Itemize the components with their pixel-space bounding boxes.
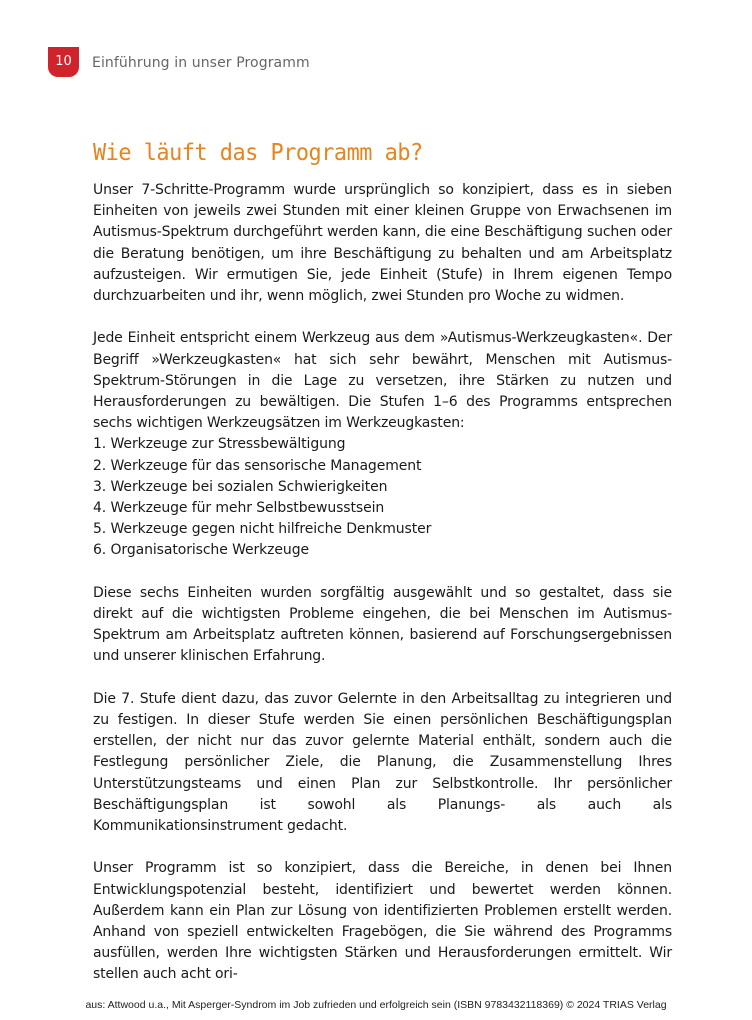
paragraph-2: Jede Einheit entspricht einem Werkzeug aus dem »Autismus-Werkzeugkasten«. Der Begriff »Werkzeugkasten« hat sich sehr bewährt, Menschen mit Autismus-Spektrum-Störungen in die Lage zu versetzen, ihre Stärken zu nutzen und Herausforderungen zu bewältigen. Die Stufen 1–6 des Programms entsprechen sechs wichtigen Werkzeugsätzen im Werkzeugkasten: <box>93 330 672 432</box>
paragraph-3: Diese sechs Einheiten wurden sorgfältig ausgewählt und so gestaltet, dass sie direkt auf die wichtigsten Probleme eingehen, die bei Menschen im Autismus-Spektrum am Arbeitsplatz auftreten können, basierend auf Forschungsergebnissen und unserer klinischen Erfahrung. <box>93 584 672 665</box>
list-item: 6. Organisatorische Werkzeuge <box>93 542 310 559</box>
paragraph-5: Unser Programm ist so konzipiert, dass die Bereiche, in denen bei Ihnen Entwicklungspotenzial besteht, identifiziert und bewertet werden können. Außerdem kann ein Plan zur Lösung von identifizierten Problemen erstellt werden. Anhand von speziell entwickelten Fragebögen, die Sie während des Programms ausfüllen, werden Ihre wichtigsten Stärken und Herausforderungen ermittelt. Wir stellen auch acht ori- <box>93 860 672 983</box>
paragraph-1: Unser 7-Schritte-Programm wurde ursprünglich so konzipiert, dass es in sieben Einheiten von jeweils zwei Stunden mit einer kleinen Gruppe von Erwachsenen im Autismus-Spektrum durchgeführt werden kann, die eine Beschäftigung suchen oder die Beratung benötigen, um ihre Beschäftigung zu behalten und am Arbeitsplatz aufzusteigen. Wir ermutigen Sie, jede Einheit (Stufe) in Ihrem eigenen Tempo durchzuarbeiten und ihr, wenn möglich, zwei Stunden pro Woche zu widmen. <box>93 182 672 305</box>
footer-citation: aus: Attwood u.a., Mit Asperger-Syndrom im Job zufrieden und erfolgreich sein (ISBN 9783432118369) © 2024 TRIAS Verlag <box>85 999 667 1011</box>
list-item: 3. Werkzeuge bei sozialen Schwierigkeiten <box>93 478 388 495</box>
page-number-badge: 10 <box>48 47 79 77</box>
toolkit-list <box>93 434 672 561</box>
body-text <box>93 180 672 986</box>
list-item: 5. Werkzeuge gegen nicht hilfreiche Denkmuster <box>93 521 432 538</box>
list-item: 4. Werkzeuge für mehr Selbstbewusstsein <box>93 500 385 517</box>
paragraph-4: Die 7. Stufe dient dazu, das zuvor Gelernte in den Arbeitsalltag zu integrieren und zu festigen. In dieser Stufe werden Sie einen persönlichen Beschäftigungsplan erstellen, der nicht nur das zuvor gelernte Material enthält, sondern auch die Festlegung persönlicher Ziele, die Planung, die Zusammenstellung Ihres Unterstützungsteams und einen Plan zur Selbstkontrolle. Ihr persönlicher Beschäftigungsplan ist sowohl als Planungs- als auch als Kommunikationsinstrument gedacht. <box>93 690 672 835</box>
list-item: 2. Werkzeuge für das sensorische Management <box>93 457 422 474</box>
list-item: 1. Werkzeuge zur Stressbewältigung <box>93 436 346 453</box>
running-head: Einführung in unser Programm <box>92 55 310 71</box>
section-title: Wie läuft das Programm ab? <box>93 140 423 166</box>
